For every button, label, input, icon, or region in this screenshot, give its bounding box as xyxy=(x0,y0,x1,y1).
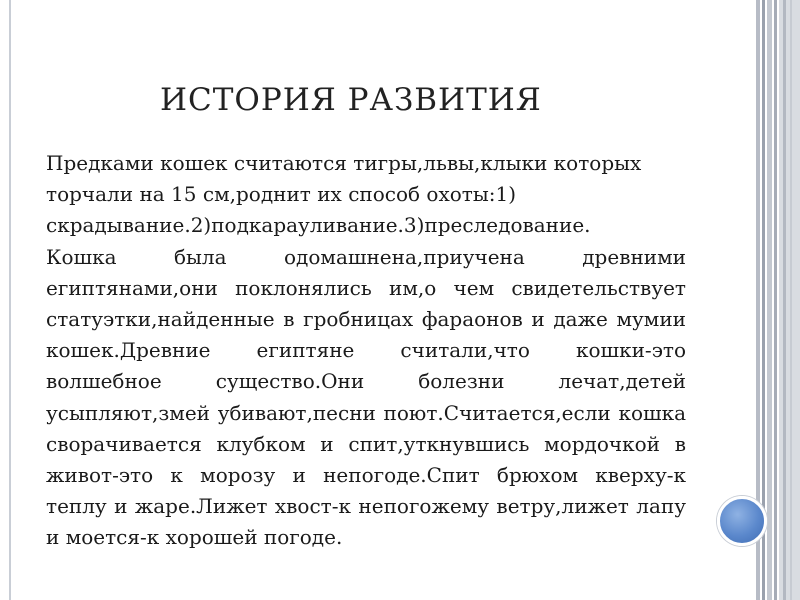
stripe xyxy=(783,0,786,600)
slide-title: ИСТОРИЯ РАЗВИТИЯ xyxy=(160,82,542,118)
stripe xyxy=(790,0,792,600)
slide-body xyxy=(46,148,686,554)
paragraph-ancestors: Предками кошек считаются тигры,львы,клыки которых торчали на 15 см,роднит их способ охоты:1) скрадывание.2)подкарауливание.3)преследование. xyxy=(46,151,642,238)
circle-bullet-icon xyxy=(717,496,767,546)
stripe xyxy=(774,0,777,600)
stripe xyxy=(767,0,772,600)
left-border-line xyxy=(9,0,11,600)
paragraph-domestication: Кошка была одомашнена,приучена древними египтянами,они поклонялись им,о чем свидетельствует статуэтки,найденные в гробницах фараонов и даже мумии кошек.Древние египтяне считали,что кошки-это волшебное существо.Они болезни лечат,детей усыпляют,змей убивают,песни поют.Считается,если кошка сворачивается клубком и спит,уткнувшись мордочкой в живот-это к морозу и непогоде.Спит брюхом кверху-к теплу и жаре.Лижет хвост-к непогожему ветру,лижет лапу и моется-к хорошей погоде. xyxy=(46,244,686,550)
